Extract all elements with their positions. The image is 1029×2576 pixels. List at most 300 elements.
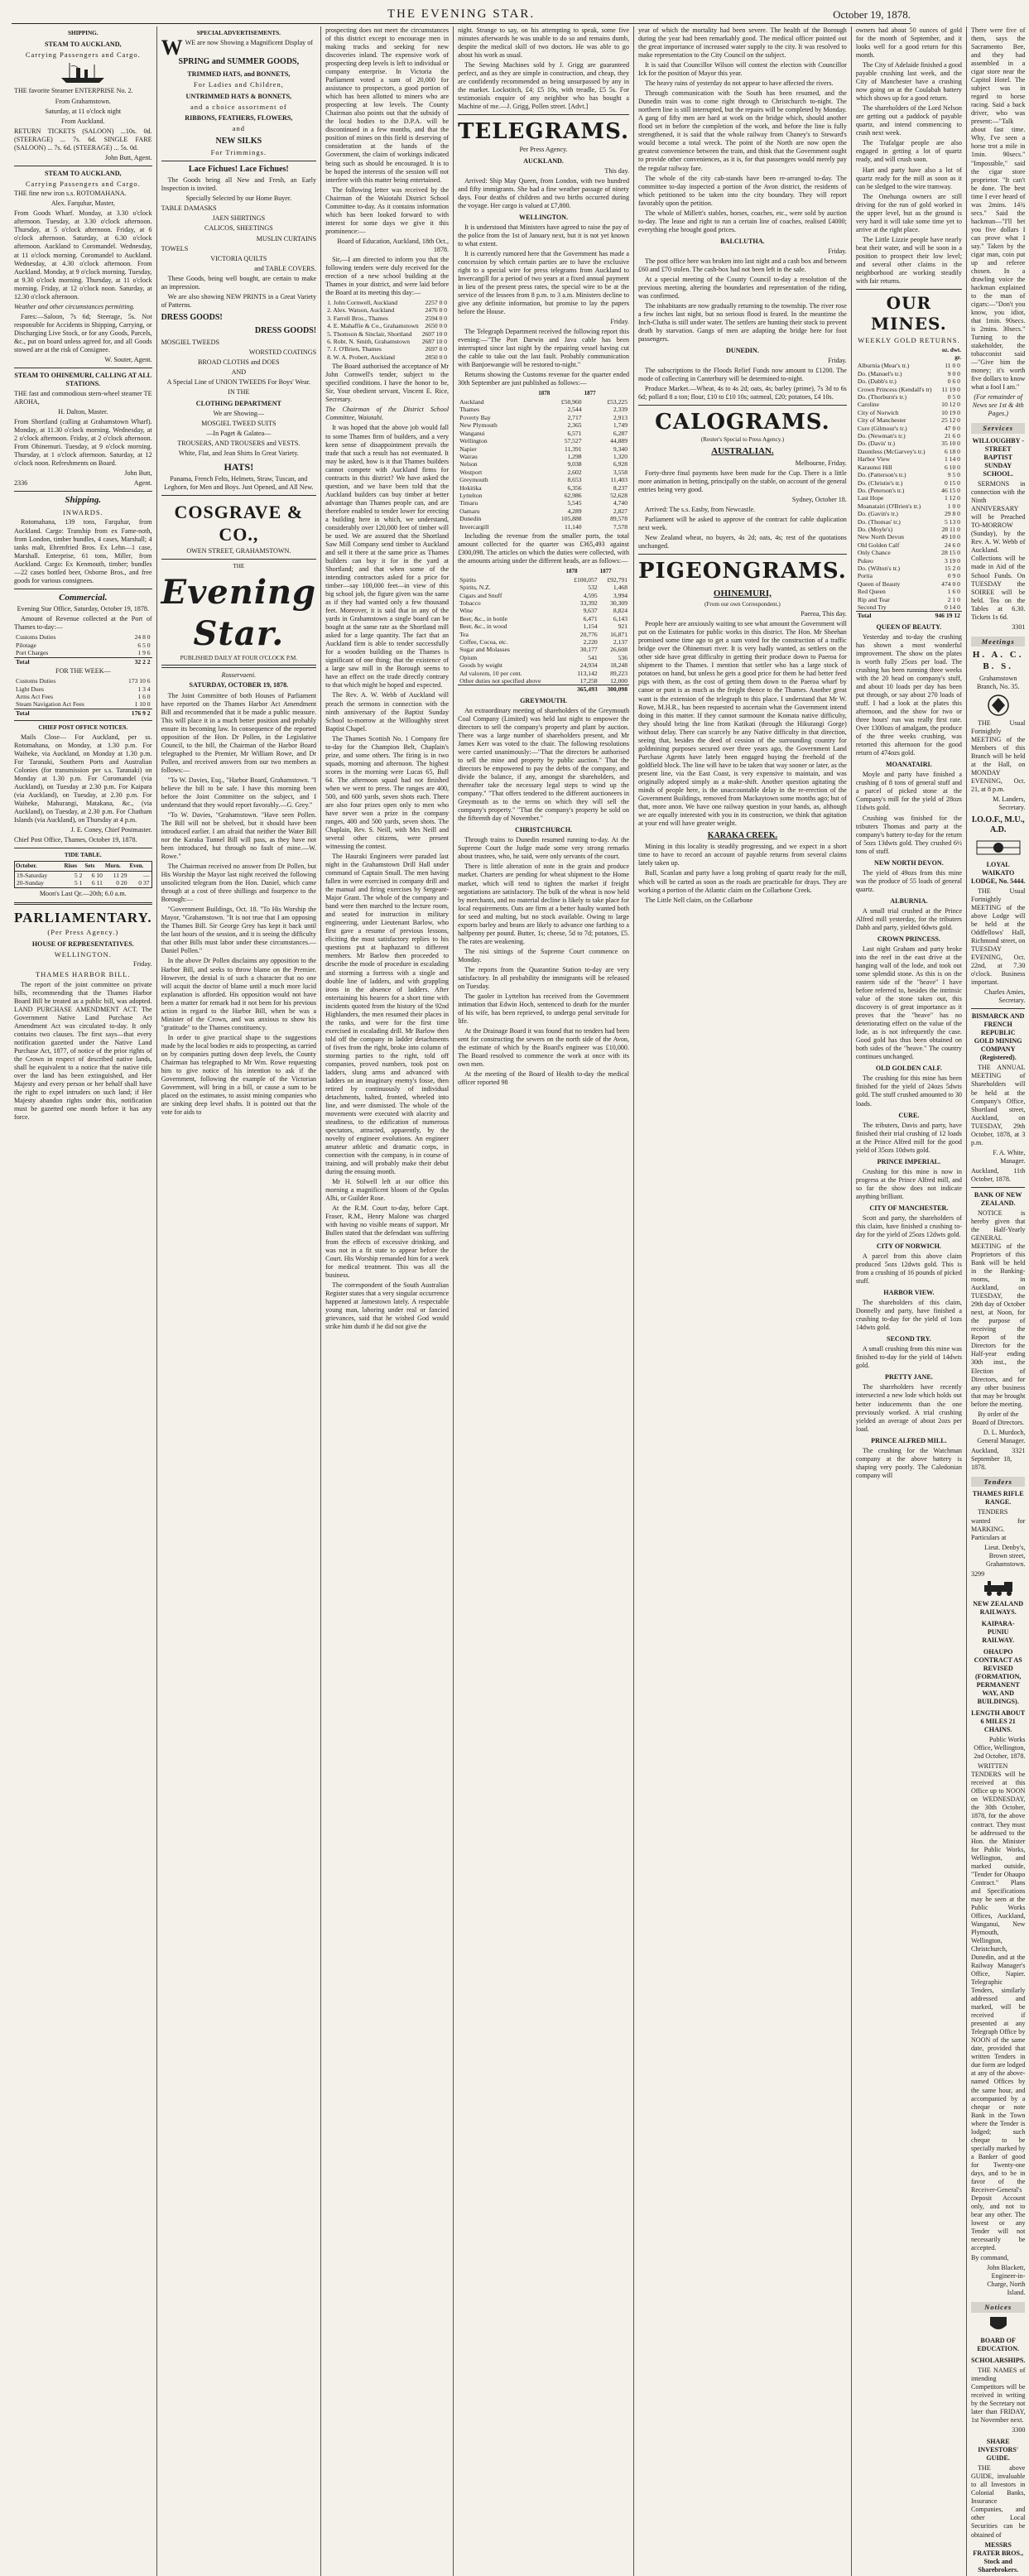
- table-cell: 9,340: [613, 445, 627, 453]
- place-heading: AUCKLAND.: [523, 156, 564, 165]
- dress-goods: DRESS GOODS!: [161, 312, 223, 322]
- notices-heading: Notices: [971, 2302, 1025, 2313]
- table-header: 1878: [565, 568, 578, 575]
- article-text: The Thames Scottish No. 1 Company fire to-day for the Champion Belt, Chaplain's prize, and some others. The firing is in two squads, morning and afternoon. The highest scores in the morning were Lucas 65, Bull 64. The afternoon squad had not finished when we went to press. The ranges are 400, 500, and 600 yards, seven shots each. There are also four prizes open only to men who have never won a prize in the company ranges, 400 and 500 yards, seven shots. The Chaplain, Rev. S. Neill, with Mrs Neill and several other citizens, were present witnessing the contest.: [325, 734, 450, 851]
- table-cell: Spirits: [459, 575, 476, 584]
- ship2-fares: Fares:—Saloon, 7s 6d; Steerage, 5s. Not responsible for Accidents in Shipping, Carrying, or Discharging Live Stock, or for any Goods, Parcels, &c., put on board unless agreed for, and all Goods stowed are at the risk of Consignee.: [14, 312, 152, 353]
- meetings-heading: Meetings: [971, 637, 1025, 647]
- table-cell: 35 10 0: [941, 440, 960, 448]
- table-cell: 7,578: [613, 522, 627, 531]
- article-text: The Little Lizzie people have nearly beat their water, and will be soon in a position to prospect their low level; and several other claims in the neighborhood are working steadily with fair returns.: [855, 235, 962, 285]
- divider: [971, 1008, 1025, 1009]
- ship-from-auckland: From Auckland.: [60, 117, 105, 125]
- table-cell: 2850 0 0: [425, 353, 448, 361]
- table-cell: 17,258: [579, 677, 598, 685]
- table-cell: Rip and Tear: [857, 595, 890, 603]
- calograms-heading: CALOGRAMS.: [655, 410, 830, 435]
- bismarck-heading: BISMARCK AND FRENCH REPUBLIC GOLD MINING COMPANY (Registered).: [971, 1012, 1025, 1062]
- ad1-line: RIBBONS, FEATHERS, FLOWERS,: [185, 114, 293, 123]
- article-text: The correspondent of the South Australian Register states that a very singular occurrence happened at Jamestown lately. A respectable young man, laboring under real or fancied grievances, said that he wished God would strike him dumb if he did not give the: [325, 1281, 450, 1330]
- lace-text: The Goods being all New and Fresh, an Early Inspection is invited.: [161, 176, 317, 193]
- article-text: It was hoped that the above job would fall to some Thames firm of builders, and a very keen sense of disappointment prevails the trade that such a result has not eventuated. It may be asked, how is it that Thames builders cannot compete with Auckland firms for contracts in this district? We have asked the question, and we have been told that the Auckland builders can buy timber at better advantage than Thames people can, and are therefore enabled to tender lower for erecting a building here in which, we understand, considerably over 120,000 feet of timber will be used. We are assured that the Shortland Saw Mill Company send timber to Auckland and sell it there at the same price as Thames builders can buy it for in the yard at Shortland; and that when some of the intending contractors asked for a price for timber—say 100,000 feet—in view of this big school job, the figure given was the same as if they had wanted only a few thousand feet. Moreover, it is said that in any of the yards in Grahamstown a single board can be bought at the same rate as the Shortland mill asked for a large quantity. The fact that an Auckland firm is able to tender successfully for a wooden building on the Thames is significant of one thing; that the existence of a large saw mill in the Borough seems to have an effect on the trade directly contrary to that which might be hoped and expected.: [325, 424, 450, 690]
- table-cell: 10 19 0: [941, 408, 960, 416]
- table-cell: —: [142, 872, 150, 880]
- mine-row: [856, 502, 962, 510]
- iof-heading: I.O.O.F., M.U., A.D.: [971, 815, 1025, 835]
- pwo-by: By command,: [970, 2254, 1009, 2262]
- table-cell: Goods by weight: [459, 661, 502, 670]
- ad-number: 3301: [1012, 622, 1026, 631]
- mine-row: [856, 440, 962, 447]
- calograms-sub: (Reuter's Special to Press Agency.): [700, 435, 785, 443]
- table-cell: 173 10 6: [128, 677, 151, 685]
- mine-row: [856, 580, 962, 588]
- mines-total: 946 19 12: [935, 612, 960, 620]
- length-heading: LENGTH ABOUT 6 MILES 21 CHAINS.: [971, 1709, 1026, 1734]
- table-cell: 49 10 0: [941, 533, 960, 541]
- tide-heading: TIDE TABLE.: [64, 852, 102, 859]
- tenders-heading: Tenders: [971, 1477, 1025, 1487]
- ad1-line: TRIMMED HATS, and BONNETS,: [187, 70, 291, 79]
- article-text: At the meeting of the Board of Health to-day the medical officer reported 98: [458, 1070, 629, 1087]
- special-ads-heading: SPECIAL ADVERTISEMENTS.: [196, 30, 281, 36]
- ad1-line: UNTRIMMED HATS & BONNETS,: [185, 92, 292, 100]
- lead-text: In the above Dr Pollen disclaims any opposition to the Harbor Bill, and seeks to throw blame on the Premier. However, the denial is of such a character that no one will acquit the doctor of blame until a much more lucid explanation is afforded. His opposition would not have been a matter for remark had it not been for his previous action in regard to the Harbor Bill, when he was a Minister of the Crown, and was anxious to show his "gratitude" to the Thames constituency.: [161, 957, 317, 1031]
- place-heading: DUNEDIN.: [726, 347, 759, 355]
- house-heading: HOUSE OF REPRESENTATIVES.: [31, 940, 134, 948]
- ad-text: We are also showing NEW PRINTS in a Great Variety of Patterns.: [161, 292, 317, 309]
- tide-row: [15, 872, 152, 880]
- table-cell: Tobacco: [459, 598, 481, 607]
- article-text: At a special meeting of the County Council to-day a resolution of the previous meeting, altering the boundaries and representation of the riding, was confirmed.: [638, 275, 847, 300]
- parliamentary-heading: PARLIAMENTARY.: [14, 909, 152, 925]
- ad-number: 3299: [970, 1569, 985, 1578]
- table-cell: 21 6 0: [944, 432, 960, 440]
- pigeongrams-heading: PIGEONGRAMS.: [638, 559, 847, 584]
- ad-line: WORSTED COATINGS: [248, 348, 317, 356]
- ship3-footer: [14, 479, 152, 488]
- ship2-agent: W. Souter, Agent.: [104, 355, 152, 363]
- table-cell: 28 15 0: [941, 549, 960, 557]
- customs-row: [458, 515, 629, 522]
- table-cell: 6 18 0: [944, 447, 960, 455]
- table-cell: 6 10 0: [944, 463, 960, 471]
- articles-total-1878: 365,493: [565, 685, 599, 694]
- table-cell: 3 19 0: [944, 556, 960, 565]
- week-table: [14, 677, 152, 717]
- table-cell: 26,608: [610, 646, 627, 654]
- week-row: [14, 677, 152, 685]
- article-text: Mining in this locality is steadily progressing, and we expect in a short time to have to record an account of payable returns from several claims lately taken up.: [638, 843, 847, 867]
- mine-text: A small crushing from this mine was finished to-day for the yield of 14dwts gold.: [855, 1345, 962, 1370]
- table-cell: 0 6 0: [947, 377, 960, 386]
- ad-line: White, Flat, and Jean Shirts In Great Variety.: [178, 449, 299, 457]
- our-mines-heading: OUR MINES.: [871, 292, 947, 334]
- customs-row: [458, 469, 629, 476]
- crest-icon: [986, 2315, 1011, 2333]
- week-total: 176 9 2: [116, 709, 151, 717]
- table-cell: 20,776: [579, 630, 598, 638]
- table-cell: Oamaru: [459, 507, 480, 515]
- table-cell: 1. John Cornwell, Auckland: [327, 299, 398, 306]
- table-cell: 5 2: [74, 872, 83, 880]
- table-cell: Do. (Peterson's tr.): [857, 486, 905, 494]
- evening-star-title: Evening Star.: [161, 573, 317, 653]
- table-cell: 47 0 0: [944, 424, 960, 432]
- mine-row: [856, 518, 962, 526]
- mine-text: Crushing was finished for the tributers Thomas and party at the company's battery to-day for the return of 5ozs 13dwts gold. They crushed 6½ tons of stuff.: [855, 814, 962, 855]
- parliamentary-sub: (Per Press Agency.): [47, 927, 119, 936]
- table-header: Rises: [64, 862, 84, 872]
- table-cell: 30,309: [610, 598, 627, 607]
- ship-ad-subtitle: Carrying Passengers and Cargo.: [25, 50, 141, 59]
- mine-row: [856, 409, 962, 416]
- ship2-title: STEAM TO AUCKLAND,: [45, 169, 122, 177]
- table-header: [856, 346, 934, 362]
- table-cell: Opium: [459, 653, 478, 661]
- table-cell: Wairau: [459, 452, 478, 460]
- table-cell: 1 9 6: [137, 649, 151, 657]
- divider: [856, 289, 962, 290]
- article-text: The following letter was received by the Chairman of the Waiotahi District School Committee to-day. As it contains information which has been looked forward to with interest for some days we give it this prominence:—: [325, 185, 450, 235]
- column-2: [157, 26, 322, 2576]
- mine-heading: CURE.: [898, 1111, 920, 1119]
- articles-table: [458, 567, 629, 694]
- cosgrave-name: COSGRAVE & CO.,: [174, 501, 304, 545]
- article-text: Arrived: Ship May Queen, from London, with two hundred and fifty immigrants. She had a fine weather passage of ninety days. Four deaths of children and two births occurred during the voyage. Her cargo is valued at £7,800.: [458, 176, 629, 209]
- hats-heading: HATS!: [224, 460, 254, 473]
- article-text: Hart and party have also a lot of quartz ready for the mill as soon as it can be sledged to the wire tramway.: [855, 166, 962, 190]
- mine-row: [856, 526, 962, 533]
- ad1-line: and: [232, 124, 245, 133]
- place-heading: WELLINGTON.: [519, 213, 569, 221]
- articles-row: [458, 638, 629, 646]
- table-cell: 4,740: [613, 499, 627, 507]
- table-cell: Spirits, N.Z.: [459, 584, 491, 592]
- table-cell: 1 6 0: [947, 588, 960, 596]
- table-cell: 105,888: [560, 515, 582, 523]
- articles-row: [458, 661, 629, 669]
- remainder-note: (For remainder of News see 1st & 4th Pages.): [972, 393, 1024, 418]
- table-cell: 89,578: [610, 515, 627, 523]
- article-text: Arrived: The s.s. Easby, from Newcastle.: [645, 506, 756, 514]
- mine-row: [856, 416, 962, 424]
- customs-row: [458, 492, 629, 499]
- table-cell: Do. (Dabb's tr.): [857, 377, 897, 386]
- table-cell: 6,287: [613, 429, 627, 437]
- hacb-text: THE Usual Fortnightly MEETING of the Members of this Branch will be held at the Hall, on MONDAY EVENING, Oct. 21, at 8 p.m.: [970, 718, 1026, 793]
- mine-text: The shareholders of this claim, Donnelly and party, have finished a crushing to-day for the yield of 1ozs 14dwts gold.: [855, 1299, 962, 1332]
- bismarck-text: THE ANNUAL MEETING of Shareholders will be held at the Company's Office, Shortland street, Auckland, on TUESDAY, 29th October, 1878, at 3 p.m.: [970, 1064, 1026, 1146]
- ship-agent: John Butt, Agent.: [104, 153, 152, 161]
- table-cell: Beer, &c., in wood: [459, 622, 507, 631]
- article-text: There were five of them, says the Sacramento Bee, and they had assembled in a cigar store near the Capitol Hotel. The subject was in regard to horse racing. Said a back driver, who was present:—"Talk about fast time. Why, I've seen a horse trot a mile in 1min. 90secs." "Impossible," said the cigar store proprietor. "It can't be done. The best time I ever heard of was 2mins. 14¾ secs." Said the hackman—"I'll bet you five dollars I can prove what I say." Taken by the cigar man, coin put up and referee chosen. In a drawling voice the hackman explained to the man of cigars:—"Don't you know, you idiot, that 1min. 90secs. is 2mins. 30secs." Turning to the stakeholder, the tobacconist said—"Give him the money; it's worth five dollars to know what a fool I am.": [970, 26, 1026, 392]
- table-cell: 12,000: [610, 677, 627, 685]
- ad-text: These Goods, being well bought, are certain to make an impression.: [161, 274, 317, 291]
- article-text: The Onehunga owners are still driving for the run of gold worked in the upper level, but as the ground is very hard it will take some time yet to arrive at the right place.: [855, 192, 962, 233]
- mine-heading: PRINCE IMPERIAL.: [877, 1157, 941, 1165]
- table-cell: 0 15 0: [944, 478, 960, 487]
- table-cell: Thames: [459, 406, 480, 414]
- advert-text: The Sewing Machines sold by J. Grigg are guaranteed perfect, and as they are simple in construction, and cheap, they are confidently recommended as being unsurpassed by any in the market. Lockstitch, £4; £5 10s, with treadle, £5 5s. For testimonials enquire of any neighbor who has bought a Machine of me.—J. Grigg, Pollen street. [Advt.]: [458, 61, 629, 111]
- date-line: Sydney, October 18.: [791, 496, 847, 504]
- ad-number: 3321: [1012, 1446, 1026, 1454]
- week-row: [14, 693, 152, 700]
- ad1-line: For Ladies and Children,: [193, 80, 284, 89]
- table-cell: 2,339: [613, 406, 627, 414]
- mine-heading: HARBOR VIEW.: [883, 1289, 935, 1297]
- article-text: It is currently rumored here that the Government has made a concession by which certain parties are to have the exclusive right to a special wire for press telegrams from Auckland to Invercargill for a period of two years at a fixed annual payment in lieu of the present press rates, the special wire to be at the service of the lessees from 8 p.m. to 3 a.m. Ministers decline to give any definite information, but promise to lay the papers before the House.: [458, 249, 629, 316]
- article-text: At the R.M. Court to-day, before Capt. Fraser, R.M., Henry Malone was charged with having no visible means of support. Mr Bullen stated that the defendant was suffering from the effects of excessive drinking, and was not in a fit state to appear before the Court. His Worship remanded him for a week for medical treatment. This was all the business.: [325, 1204, 450, 1279]
- table-cell: 113,142: [577, 669, 598, 677]
- article-text: At the Drainage Board it was found that no tenders had been sent for constructing the sewers on the north side of the Avon, the estimate of which by the Board's engineer was £10,000. The Board resolved to commence the work at once with its own men.: [458, 1027, 629, 1069]
- table-cell: Customs Duties: [16, 633, 56, 642]
- mine-text: Last night Graham and party broke into the reef in the east drive at the hanging wall of the lode, and took out some splendid stone. As this is on the eastern side of the "heave" I have before referred to, besides the intrinsic value of the stone taken out, this discovery is of great importance as it proves that the "heave" has no deteriorating effect on the value of the lode, as is not infrequently the case. Good gold has thus been obtained on both sides of the "heave." The country continues unchanged.: [855, 944, 962, 1061]
- divider: [638, 405, 847, 406]
- ad-line: TOWELS: [161, 244, 189, 252]
- ad-line: —In Paget & Galatea—: [206, 429, 272, 437]
- divider: [638, 554, 847, 555]
- reserved: Rosservaeni.: [221, 671, 257, 680]
- articles-total-1877: 300,098: [599, 685, 629, 694]
- table-cell: 1 6 0: [137, 692, 151, 700]
- customs-row: [458, 523, 629, 531]
- table-cell: 921: [618, 622, 627, 631]
- weekly-returns-heading: WEEKLY GOLD RETURNS.: [858, 335, 960, 344]
- divider: [161, 665, 317, 668]
- table-cell: 6 11: [91, 879, 103, 887]
- ship3-master: H. Dalton, Master.: [58, 408, 108, 416]
- table-cell: 1 0 0: [947, 502, 960, 510]
- table-cell: 33,392: [579, 598, 598, 607]
- ohinemuri-heading: OHINEMURI,: [713, 588, 772, 598]
- table-cell: Red Queen: [857, 588, 886, 596]
- table-cell: 8,653: [567, 476, 582, 484]
- telegram-text: "To W. Davies, "Grahamstown. "Have seen Pollen. The Bill will not be shelved, but it should have been introduced earlier. I am afraid that neither the Water Bill nor the Karaka Tunnel Bill will pass, as they have not been introduced, but through no fault of mine.—W. Rowe.": [161, 810, 317, 861]
- table-cell: 46 15 0: [941, 486, 960, 494]
- mine-heading: MOANATAIRI.: [886, 761, 932, 769]
- table-cell: City of Manchester: [857, 416, 906, 425]
- issue-date: SATURDAY, OCTOBER 19, 1878.: [189, 681, 289, 690]
- table-cell: 1 10 0: [134, 700, 151, 709]
- articles-row: [458, 592, 629, 599]
- bnz-heading: BANK OF NEW ZEALAND.: [974, 1190, 1022, 1207]
- table-cell: 11 19 0: [941, 385, 960, 393]
- articles-row: [458, 670, 629, 677]
- table-cell: 19-Saturday: [17, 872, 48, 880]
- table-cell: 2,913: [613, 413, 627, 421]
- ship2-text: THE fine new iron s.s. ROTOMAHANA.: [14, 190, 127, 198]
- table-cell: Do. (Newman's tr.): [857, 432, 906, 440]
- article-text: owners had about 50 ounces of gold for the month of September, and it looks well for a good return for this month.: [855, 26, 962, 60]
- table-cell: 1,298: [567, 452, 582, 460]
- sig-heading: SHARE INVESTORS' GUIDE.: [978, 2438, 1019, 2463]
- mine-row: [856, 425, 962, 432]
- table-header: October.: [15, 862, 64, 872]
- table-cell: 7. J. O'Brien, Thames: [327, 345, 382, 353]
- table-cell: Invercargill: [459, 522, 489, 531]
- mine-row: [856, 533, 962, 541]
- articles-row: [458, 615, 629, 622]
- mine-heading: NEW NORTH DEVON.: [874, 858, 944, 867]
- tide-row: [15, 879, 152, 887]
- table-cell: 1 14 0: [944, 455, 960, 464]
- nzr-heading: NEW ZEALAND RAILWAYS.: [973, 1599, 1024, 1616]
- table-cell: 2,544: [567, 406, 582, 414]
- mine-text: The shareholders have recently intersected a new lode which holds out better inducements than the one previously worked. A trial crushing yielded an average of about 2ozs per load.: [855, 1383, 962, 1433]
- table-header: Even.: [129, 862, 152, 872]
- customs-row: [458, 507, 629, 515]
- table-cell: Wine: [459, 607, 474, 615]
- bnz-order: By order of the Board of Directors.: [972, 1410, 1025, 1426]
- table-cell: 24 8 0: [134, 633, 151, 642]
- table-cell: Napier: [459, 445, 477, 453]
- ship2-weather: Weather and other circumstances permitting.: [14, 302, 135, 310]
- divider: [14, 491, 152, 492]
- table-cell: 3. Farrell Bros., Thames: [327, 314, 388, 322]
- willoughby-heading: WILLOUGHBY - STREET BAPTIST SUNDAY SCHOOL.: [972, 437, 1024, 478]
- customs-row: [458, 437, 629, 445]
- column-5: [634, 26, 852, 2576]
- mine-text: Yesterday and to-day the crushing has shown a most wonderful improvement. The show on the plates is worth fully 25ozs per load. The crushing has been running three weeks with the 20 head on company's stuff, and about 10 loads per day has been put through, or say about 270 loads of stuff. I had a look at the plates this afternoon, and the show for two or three hours' run was really first rate. Over 1300ozs of amalgam, the produce of the three weeks crushing, was retorted this afternoon for the good return of 474ozs gold.: [855, 632, 962, 757]
- table-cell: Auckland: [459, 398, 484, 406]
- tender-row: [325, 315, 449, 322]
- ad-line: MOSGIEL TWEED SUITS: [201, 419, 276, 427]
- table-cell: 2476 0 0: [425, 306, 448, 315]
- willoughby-text: SERMONS in connection with the Ninth ANNIVERSARY will be Preached TO-MORROW (Sunday), by the Rev. A. W. Webb of Auckland. Collections will be made in Aid of the School Funds. On TUESDAY the SOIREE will be held. Tea on the Tables at 6.30. Tickets 1s 6d.: [970, 480, 1026, 621]
- week-heading: FOR THE WEEK—: [55, 667, 111, 675]
- commercial-heading: Commercial.: [59, 592, 108, 603]
- table-cell: 2650 0 0: [425, 322, 448, 330]
- article-text: The Little Nell claim, on the Collarbone: [645, 896, 753, 904]
- inwards-text: Rotomahana, 139 tons, Farquhar, from Auckland. Cargo: Tranship from ex Fame-noth, from London, timber bundles, 4 cases, Marshall; 4 tanks malt, Ehrenfried Bros. Ex Lehn—1 case, Marshall. Enterprise, 61 tons, Miller, from Auckland. Cargo: Ex Kenmouth, timber; bundles—22 cases bottled beer, Osborne Bros., and free goods for various consignees.: [14, 518, 152, 584]
- parl-bill: THAMES HARBOR BILL.: [35, 970, 131, 979]
- letter-text: Sir,—I am directed to inform you that the following tenders were duly received for the erection of a new school building at the Thames in your district, and were laid before the Board at its meeting this day:—: [325, 255, 450, 296]
- ship-ad-title: STEAM TO AUCKLAND,: [45, 40, 122, 48]
- article-text: The nisi sittings of the Supreme Court commence on Monday.: [458, 947, 629, 964]
- ship-from: From Grahamstown.: [55, 97, 111, 105]
- ship3-agent-label: Agent.: [133, 479, 152, 488]
- column-1: [10, 26, 157, 2576]
- table-cell: Wellington: [459, 437, 488, 445]
- week-row: [14, 700, 152, 709]
- mine-row: [856, 464, 962, 471]
- table-cell: 5 1: [74, 879, 83, 887]
- table-cell: 2 1 0: [947, 595, 960, 603]
- ad-line: Panama, French Felts, Helmets, Straw, Tuscan, and Leghorn, for Men and Boys. Just Opened, and All New.: [164, 474, 314, 491]
- ad-line: AND: [231, 368, 247, 376]
- table-cell: 2. Alex. Watson, Auckland: [327, 306, 395, 315]
- tender-row: [325, 353, 449, 361]
- mine-row: [856, 565, 962, 572]
- ad-line: MUSLIN CURTAINS: [256, 234, 317, 243]
- table-cell: 5 13 0: [944, 517, 960, 526]
- karaka-heading: KARAKA CREEK.: [707, 831, 778, 840]
- commercial-office: Evening Star Office, Saturday, October 19, 1878.: [17, 605, 149, 613]
- divider: [14, 902, 152, 905]
- table-cell: 16,871: [610, 630, 627, 638]
- dress-goods: DRESS GOODS!: [254, 326, 317, 336]
- mine-row: [856, 401, 962, 408]
- table-cell: 9,637: [583, 607, 598, 615]
- date-line: Friday.: [828, 247, 847, 255]
- table-cell: Light Dues: [16, 685, 44, 693]
- bismarck-sign: F. A. White, Manager.: [993, 1148, 1026, 1165]
- article-text: Mr H. Stilwell left at our office this morning a magnificent bloom of the Opulas Albi, or Guilder Rose.: [325, 1178, 450, 1203]
- ad-line: CALICOS, SHEETINGS: [204, 224, 273, 233]
- pwo-sign: John Blackett, Engineer-in-Charge, North Island.: [987, 2264, 1026, 2297]
- commercial-text: Amount of Revenue collected at the Port of Thames to-day:—: [14, 615, 152, 632]
- article-text: The whole of the city cab-stands have been re-arranged to-day. The committee to-day inspected a portion of the Avon district, the residents of which petitioned to be taken into the city boundary. They will report favorably upon the petition.: [638, 174, 847, 207]
- mines-total-label: Total: [856, 612, 934, 620]
- table-cell: New Plymouth: [459, 421, 498, 430]
- mine-row: [856, 471, 962, 478]
- loyal-sign: Charles Amies, Secretary.: [983, 988, 1026, 1005]
- customs-row: [458, 460, 629, 468]
- table-cell: 4. E. Mahaffie & Co., Grahamstown: [327, 322, 419, 330]
- ship-ad-text: THE favorite Steamer ENTERPRISE No. 2.: [14, 87, 133, 95]
- tender-row: [325, 345, 449, 353]
- mine-text: The tributers, Davis and party, have finished their trial crushing of 12 loads at the Prince Alfred mill for the good yield of 35ozs 10dwts gold.: [855, 1121, 962, 1154]
- customs-row: [458, 421, 629, 429]
- shipping-label: SHIPPING.: [68, 30, 99, 36]
- rifle-text: TENDERS wanted for MARKING. Particulars at: [970, 1508, 1026, 1541]
- mine-row: [856, 510, 962, 517]
- article-text: The inhabitants are now gradually returning to the township. The river rose a few inches last night, but no serious flood is feared. In the meantime the Inch-Clutha is still under water. The settlers are hunting their stock to prevent death by starvation. Gangs of men are adapting the bridge here for foot passengers.: [638, 301, 847, 344]
- table-cell: 2,602: [567, 468, 582, 476]
- table-cell: 0 5 0: [947, 393, 960, 401]
- ship3-title: STEAM TO OHINEMURI, CALLING AT ALL STATIONS.: [14, 371, 152, 387]
- hacb-heading: H. A. C. B. S.: [972, 650, 1024, 671]
- divider: [458, 114, 629, 115]
- table-cell: 44,889: [610, 437, 627, 445]
- mine-row: [856, 541, 962, 549]
- hacb-sub: Grahamstown Branch, No. 35.: [976, 674, 1020, 690]
- revenue-table: [14, 633, 152, 666]
- mine-row: [856, 572, 962, 579]
- ship2-subtitle: Carrying Passengers and Cargo.: [25, 179, 141, 188]
- table-cell: £100,057: [574, 575, 598, 584]
- revenue-row: [14, 642, 152, 649]
- mine-row: [856, 370, 962, 377]
- table-cell: 532: [588, 584, 598, 592]
- place-heading: CHRISTCHURCH.: [515, 826, 573, 834]
- mine-text: The crushing for this mine has been finished for the yield of 24ozs 5dwts gold. The stuff crushed amounted to 30 loads.: [855, 1074, 962, 1108]
- the-label: THE: [233, 563, 245, 570]
- gold-returns-table: [856, 346, 962, 620]
- table-cell: Do. (Thomas' tr.): [857, 517, 901, 526]
- mine-row: [856, 494, 962, 502]
- telegrams-heading: TELEGRAMS.: [458, 119, 629, 145]
- article-text: Including the revenue from the smaller ports, the total amount collected for the quarter was £365,493 against £300,098. The articles on which the duties were collected, with the amounts arising under the different heads, are as follows:—: [458, 531, 629, 565]
- tender-row: [325, 306, 449, 314]
- table-cell: 2697 0 0: [425, 345, 448, 353]
- lead-text: In order to give practical shape to the suggestions made by the local bodies re aids to prospecting, as carried on by companies putting down deep levels, the County Chairman has telegraphed to Mr Wm. Rowe requesting him to give notice of his intention to ask if the Government, following the example of the Victorian Government, will bring in a bill, or cause a sum to be placed on the estimates, to assist mining companies who are sinking deep level shafts. It is pointed out that the vote for aids to: [161, 1033, 317, 1117]
- published-line: PUBLISHED DAILY AT FOUR O'CLOCK P.M.: [180, 654, 298, 661]
- mine-heading: ALBURNIA.: [890, 896, 928, 905]
- mine-heading: CITY OF NORWICH.: [876, 1242, 941, 1250]
- table-cell: 6,143: [613, 614, 627, 622]
- ship2-master: Alex. Farquhar, Master,: [50, 199, 115, 208]
- mine-text: A parcel from this above claim produced 5ozs 12dwts gold. This is from a crushing of 16 pounds of picked stuff.: [855, 1252, 962, 1286]
- letter-heading: Board of Education, Auckland, 18th Oct., 1878.: [337, 237, 450, 253]
- mine-row: [856, 479, 962, 487]
- table-cell: 3,558: [613, 468, 627, 476]
- column-6: [852, 26, 967, 2576]
- mine-row: [856, 455, 962, 463]
- table-cell: 30,177: [579, 646, 598, 654]
- customs-row: [458, 484, 629, 492]
